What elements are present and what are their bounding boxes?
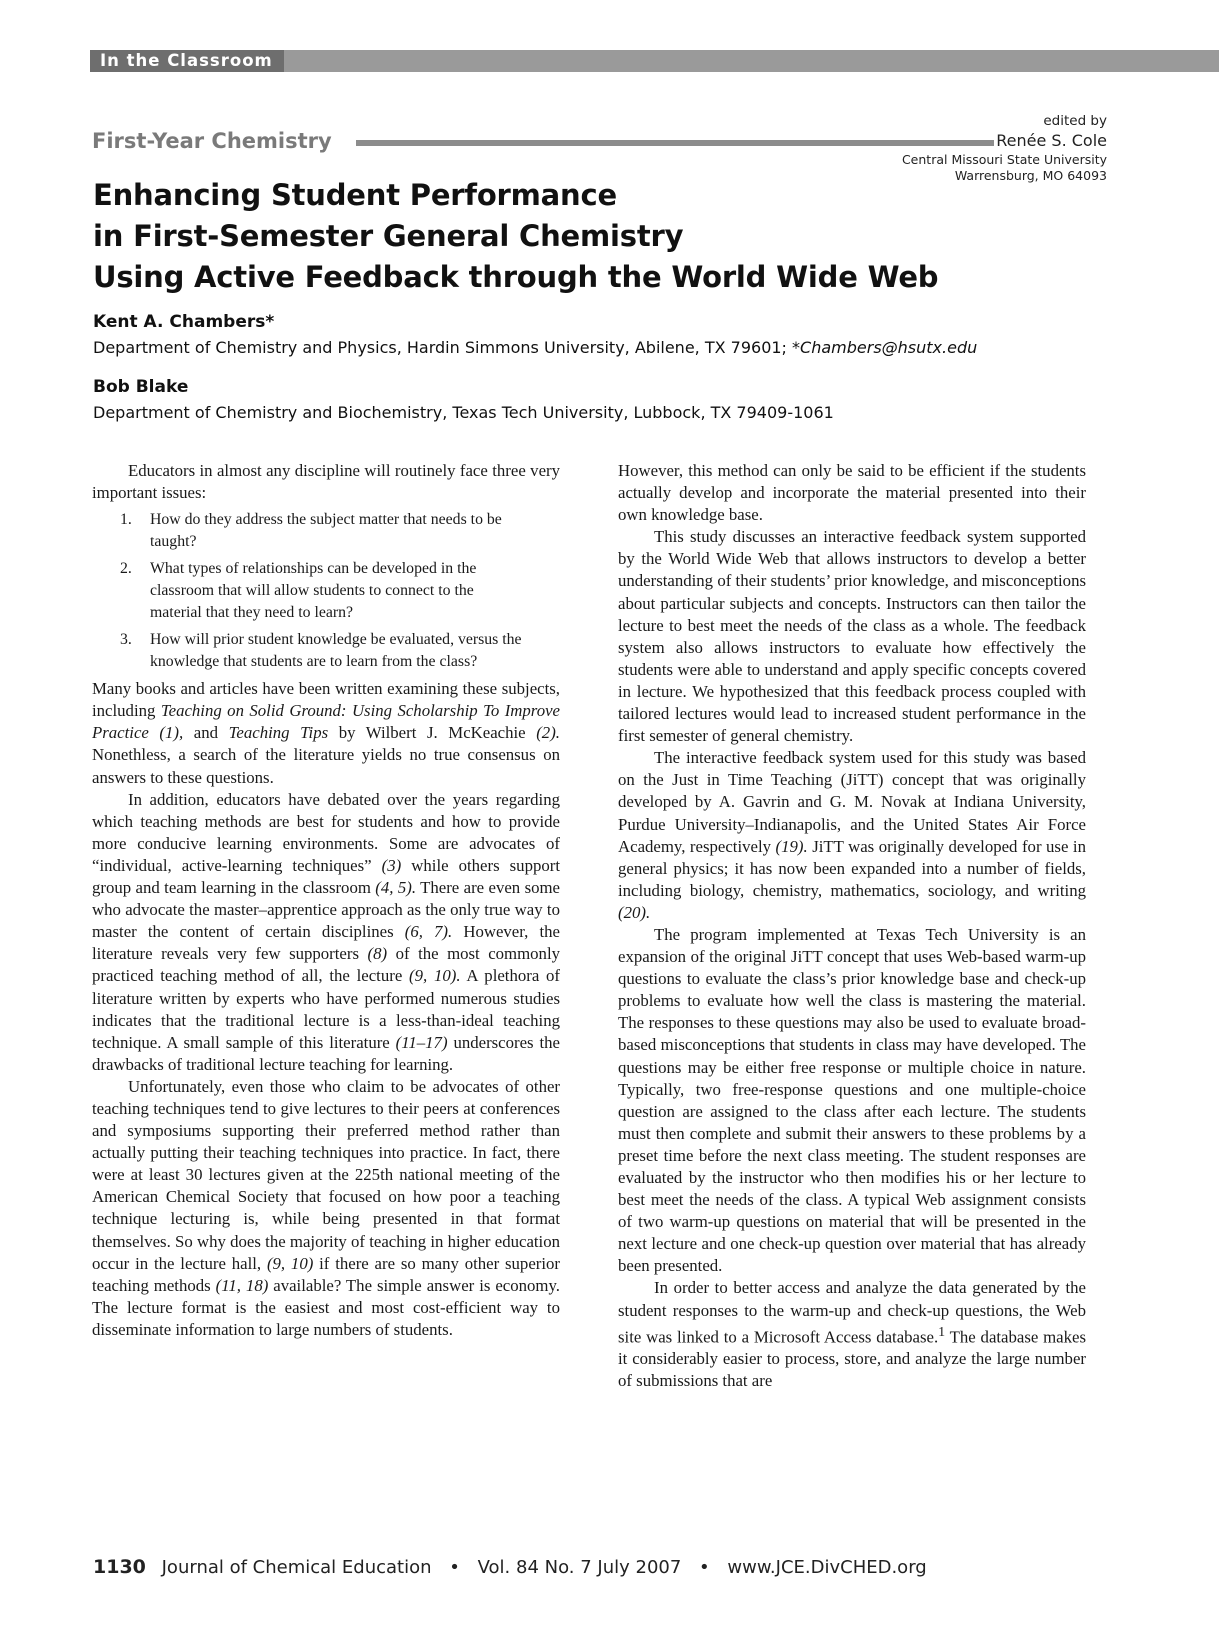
- text-run: JiTT was originally developed for use in general physics; it has now been expanded into a number of fields, including biology, chemistry, mathematics, sociology, and writing: [618, 836, 1086, 900]
- section-label: In the Classroom: [90, 50, 284, 72]
- citation: (11, 18): [215, 1275, 269, 1295]
- text-run: underscores the drawbacks of traditional lecture teaching for learning.: [92, 1032, 560, 1074]
- text-run: and: [183, 723, 229, 743]
- citation: (9, 10): [266, 1253, 314, 1273]
- section-band: [90, 50, 1219, 72]
- citation: (6, 7).: [404, 922, 453, 942]
- issues-list: [92, 509, 560, 673]
- editor-name: Renée S. Cole: [996, 131, 1107, 150]
- list-text: How will prior student knowledge be evaluated, versus the knowledge that students are to learn from the class?: [150, 631, 522, 671]
- citation: (2).: [536, 723, 560, 743]
- author-name: Bob Blake: [93, 377, 189, 397]
- list-item: [92, 629, 560, 673]
- text-run: of the most commonly practiced teaching method of all, the lecture: [92, 944, 560, 986]
- page-number: 1130: [93, 1556, 146, 1578]
- footer-bullet: •: [449, 1557, 460, 1578]
- left-column: [92, 460, 560, 1341]
- footnote-marker: 1: [938, 1324, 946, 1340]
- list-text: What types of relationships can be developed in the classroom that will allow students to connect to the material that they need to learn?: [150, 560, 477, 622]
- editor-label: edited by: [1043, 113, 1107, 129]
- text-run: by Wilbert J. McKeachie: [328, 723, 537, 743]
- affiliation-text: Department of Chemistry and Physics, Hardin Simmons University, Abilene, TX 79601;: [93, 338, 793, 357]
- text-run: However, the literature reveals very few supporters: [92, 922, 560, 964]
- text-run: In addition, educators have debated over the years regarding which teaching methods are best for students and how to provide more conducive learning environments. Some are advocates of “individual, active-learning techniques”: [92, 789, 560, 875]
- text-run: Nonethless, a search of the literature yields no true consensus on answers to these questions.: [92, 745, 560, 787]
- journal-name: Journal of Chemical Education: [161, 1557, 432, 1578]
- editor-location: Warrensburg, MO 64093: [954, 168, 1107, 183]
- citation: Teaching Tips: [228, 723, 329, 743]
- column-name: First-Year Chemistry: [92, 129, 332, 153]
- page-footer: [93, 1555, 927, 1580]
- paragraph: However, this method can only be said to be efficient if the students actually develop and incorporate the material presented into their own knowledge base.: [618, 461, 1086, 525]
- citation: (19).: [775, 836, 808, 856]
- paragraph: [92, 1076, 560, 1341]
- title-line: Enhancing Student Performance: [93, 178, 617, 212]
- list-number: 2.: [120, 560, 132, 578]
- text-run: The interactive feedback system used for this study was based on the Just in Time Teaching (JiTT) concept that was originally developed by A. Gavrin and G. M. Novak at Indiana University, Purdue University–Indianapolis, and the United States Air Force Academy, respectively: [618, 748, 1086, 856]
- citation: (11–17): [395, 1032, 448, 1052]
- paragraph: [618, 747, 1086, 924]
- article-title: [93, 175, 1073, 298]
- text-run: A plethora of literature written by experts who have performed numerous studies indicates that the traditional lecture is a less-than-ideal teaching technique. A small sample of this literature: [92, 966, 561, 1052]
- footer-bullet: •: [699, 1557, 710, 1578]
- text-run: There are even some who advocate the master–apprentice approach as the only true way to master the content of certain disciplines: [92, 878, 560, 942]
- paragraph: Educators in almost any discipline will routinely face three very important issues:: [92, 461, 560, 503]
- citation: (9, 10).: [409, 966, 461, 986]
- text-run: Unfortunately, even those who claim to be advocates of other teaching techniques tend to give lectures to their peers at conferences and symposiums supporting their preferred method rather than actually putting their teaching techniques into practice. In fact, there were at least 30 lectures given at the 225th national meeting of the American Chemical Society that focused on how poor a teaching technique lecturing is, while being presented in that format themselves. So why does the majority of teaching in higher education occur in the lecture hall,: [92, 1076, 560, 1273]
- journal-volume: Vol. 84 No. 7 July 2007: [477, 1557, 682, 1578]
- text-run: available? The simple answer is economy. The lecture format is the easiest and most cost-efficient way to disseminate information to large numbers of students.: [92, 1275, 560, 1339]
- author-email: *Chambers@hsutx.edu: [792, 338, 978, 357]
- text-run: In order to better access and analyze the data generated by the student responses to the warm-up and check-up questions, the Web site was linked to a Microsoft Access database.: [618, 1278, 1086, 1347]
- list-item: [92, 509, 560, 553]
- author-affiliation: [93, 337, 977, 359]
- paragraph: [92, 789, 560, 1076]
- text-run: The database makes it considerably easier to process, store, and analyze the large number of submissions that are: [618, 1327, 1086, 1391]
- title-line: in First-Semester General Chemistry: [93, 219, 684, 253]
- journal-url: www.JCE.DivCHED.org: [727, 1557, 927, 1578]
- author-name: Kent A. Chambers*: [93, 312, 275, 332]
- citation: (20).: [618, 902, 651, 922]
- author-affiliation: Department of Chemistry and Biochemistry, Texas Tech University, Lubbock, TX 79409-1061: [93, 403, 834, 422]
- text-run: Many books and articles have been written examining these subjects, including: [92, 679, 560, 721]
- text-run: while others support group and team learning in the classroom: [92, 855, 560, 898]
- list-text: How do they address the subject matter that needs to be taught?: [150, 511, 502, 551]
- text-run: if there are so many other superior teaching methods: [92, 1253, 560, 1295]
- title-line: Using Active Feedback through the World Wide Web: [93, 260, 939, 294]
- paragraph: The program implemented at Texas Tech University is an expansion of the original JiTT concept that uses Web-based warm-up questions to evaluate the class’s prior knowledge base and check-up problems to evaluate how well the class is mastering the material. The responses to these questions may also be used to evaluate broad-based misconceptions that students in class may have developed. The questions may be either free response or multiple choice in nature. Typically, two free-response questions and one multiple-choice question are assigned to the class after each lecture. The students must then complete and submit their answers to these problems by a preset time before the next class meeting. The student responses are evaluated by the instructor who then modifies his or her lecture to best meet the needs of the class. A typical Web assignment consists of two warm-up questions on material that will be presented in the next lecture and one check-up question over material that has already been presented.: [618, 924, 1086, 1276]
- citation: Teaching on Solid Ground: Using Scholarship To Improve Practice (1),: [92, 701, 560, 743]
- author-block: [93, 375, 834, 424]
- citation: (8): [367, 944, 388, 964]
- column-rule: [356, 140, 994, 146]
- citation: (3): [381, 855, 402, 875]
- editor-institution: Central Missouri State University: [901, 152, 1107, 167]
- paragraph: This study discusses an interactive feedback system supported by the World Wide Web that allows instructors to develop a better understanding of their students’ prior knowledge, and misconceptions about particular subjects and concepts. Instructors can then tailor the lecture to best meet the needs of the class as a whole. The feedback system also allows instructors to evaluate how effectively the students were able to understand and apply specific concepts covered in lecture. We hypothesized that this feedback process coupled with tailored lectures would lead to increased student performance in the first semester of general chemistry.: [618, 527, 1086, 746]
- author-block: [93, 310, 977, 359]
- citation: (4, 5).: [375, 878, 417, 898]
- editor-block: [902, 112, 1107, 184]
- paragraph: [92, 678, 560, 788]
- right-column: [618, 460, 1086, 1393]
- list-item: [92, 558, 560, 624]
- list-number: 3.: [120, 631, 132, 649]
- list-number: 1.: [120, 511, 132, 529]
- paragraph: [618, 1277, 1086, 1392]
